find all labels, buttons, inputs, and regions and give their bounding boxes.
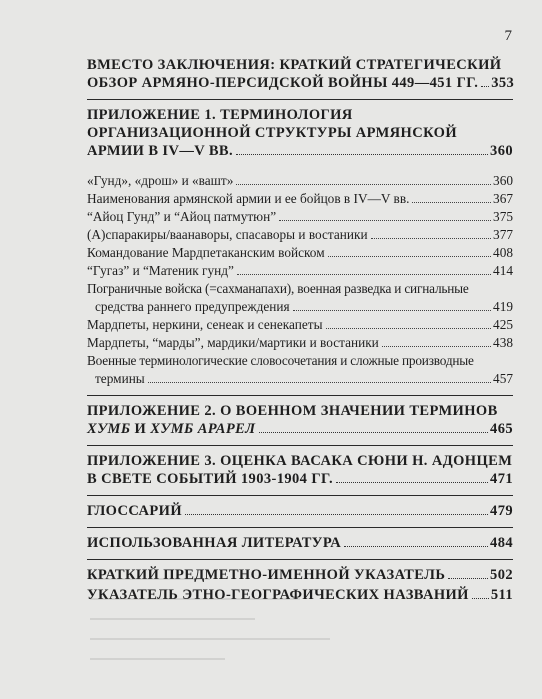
toc-entry-title-line: КРАТКИЙ ПРЕДМЕТНО-ИМЕННОЙ УКАЗАТЕЛЬ [87,567,446,583]
toc-entry-title-line: УКАЗАТЕЛЬ ЭТНО-ГЕОГРАФИЧЕСКИХ НАЗВАНИЙ [87,587,469,603]
dot-leader [279,220,491,221]
page-ref: 484 [490,535,513,551]
page-number: 7 [504,28,512,44]
toc-entry-title-line: ВМЕСТО ЗАКЛЮЧЕНИЯ: КРАТКИЙ СТРАТЕГИЧЕСКИЙ [87,57,502,73]
toc-subentry[interactable] [87,280,513,316]
dot-leader [237,274,491,275]
subentry-title: Военные терминологические словосочетания и сложные производные [87,353,474,368]
page-ref: 425 [493,317,513,332]
toc-entry-title-line: ГЛОССАРИЙ [87,503,183,519]
toc-entry-title-line: ИСПОЛЬЗОВАННАЯ ЛИТЕРАТУРА [87,535,342,551]
term-italic: ХУМБ АРАРЕЛ [150,421,256,437]
toc-entry-title-line: ПРИЛОЖЕНИЕ 2. О ВОЕННОМ ЗНАЧЕНИИ ТЕРМИНОВ [87,403,498,419]
page-ref: 419 [493,299,513,314]
dot-leader [236,184,491,185]
subentry-title: “Гугаз” и “Матеник гунд” [87,263,234,278]
dot-leader [344,546,488,547]
subentry-title: Командование Мардпетаканским войском [87,245,325,260]
dot-leader [148,382,491,383]
term-italic: ХУМБ [87,421,131,437]
page-ref: 377 [493,227,513,242]
divider [87,495,513,496]
toc-entry-title-line [87,420,256,438]
subentry-list [87,172,513,388]
dot-leader [326,328,492,329]
toc-entry-title-line: АРМИИ В IV—V ВВ. [87,143,234,159]
subentry-title: Пограничные войска (=сахманапахи), военная разведка и сигнальные [87,281,469,296]
toc-subentry[interactable] [87,190,513,208]
divider [87,99,513,100]
page-ref: 457 [493,371,513,386]
subentry-title: “Айоц Гунд” и “Айоц патмутюн” [87,209,277,224]
toc-entry-glossary[interactable] [87,502,513,520]
page-ref: 465 [490,421,513,437]
toc-subentry[interactable] [87,262,513,280]
toc-subentry[interactable] [87,172,513,190]
dot-leader [472,598,489,599]
subentry-title: средства раннего предупреждения [95,299,290,314]
toc-entry-title-line: ОРГАНИЗАЦИОННОЙ СТРУКТУРЫ АРМЯНСКОЙ [87,125,458,141]
toc-entry-conclusion[interactable] [87,56,513,92]
toc-entry-appendix-2[interactable] [87,402,513,438]
toc-entry-title-line: В СВЕТЕ СОБЫТИЙ 1903-1904 ГГ. [87,471,333,487]
page-ref: 502 [490,567,513,583]
toc-entry-appendix-1[interactable] [87,106,513,160]
subentry-title: Наименования армянской армии и ее бойцов в IV—V вв. [87,191,410,206]
divider [87,559,513,560]
table-of-contents [87,56,513,604]
dot-leader [481,86,489,87]
toc-entry-title-line: ОБЗОР АРМЯНО-ПЕРСИДСКОЙ ВОЙНЫ 449—451 ГГ. [87,75,479,91]
page-ref: 360 [493,173,513,188]
toc-entry-title-line: ПРИЛОЖЕНИЕ 3. ОЦЕНКА ВАСАКА СЮНИ Н. АДОНЦЕМ [87,453,513,469]
divider [87,395,513,396]
page-ref: 511 [490,587,513,603]
toc-subentry[interactable] [87,352,513,388]
toc-subentry[interactable] [87,316,513,334]
subentry-title: «Гунд», «дрош» и «вашт» [87,173,234,188]
dot-leader [293,310,491,311]
toc-entry-appendix-3[interactable] [87,452,513,488]
page-ref: 479 [490,503,513,519]
conjunction: И [130,421,151,437]
page-ref: 360 [490,143,513,159]
dot-leader [336,482,488,483]
page-ref: 414 [493,263,513,278]
dot-leader [448,578,488,579]
dot-leader [371,238,491,239]
page-ref: 408 [493,245,513,260]
divider [87,445,513,446]
dot-leader [259,432,489,433]
subentry-title: термины [95,371,145,386]
dot-leader [382,346,491,347]
toc-subentry[interactable] [87,244,513,262]
toc-entry-bibliography[interactable] [87,534,513,552]
toc-subentry[interactable] [87,208,513,226]
dot-leader [328,256,491,257]
page-ref: 471 [490,471,513,487]
toc-subentry[interactable] [87,226,513,244]
page-ref: 375 [493,209,513,224]
page-ref: 438 [493,335,513,350]
dot-leader [185,514,488,515]
subentry-title: Мардпеты, неркини, сенеак и сенекапеты [87,317,323,332]
toc-entry-subject-index[interactable] [87,566,513,584]
page-ref: 367 [493,191,513,206]
dot-leader [412,202,491,203]
subentry-title: Мардпеты, “марды”, мардики/мартики и востаники [87,335,379,350]
dot-leader [236,154,488,155]
toc-entry-geographic-index[interactable] [87,586,513,604]
divider [87,527,513,528]
page-ref: 353 [491,75,515,91]
subentry-title: (А)спаракиры/ваанаворы, спасаворы и востаники [87,227,368,242]
toc-entry-title-line: ПРИЛОЖЕНИЕ 1. ТЕРМИНОЛОГИЯ [87,107,353,123]
toc-subentry[interactable] [87,334,513,352]
